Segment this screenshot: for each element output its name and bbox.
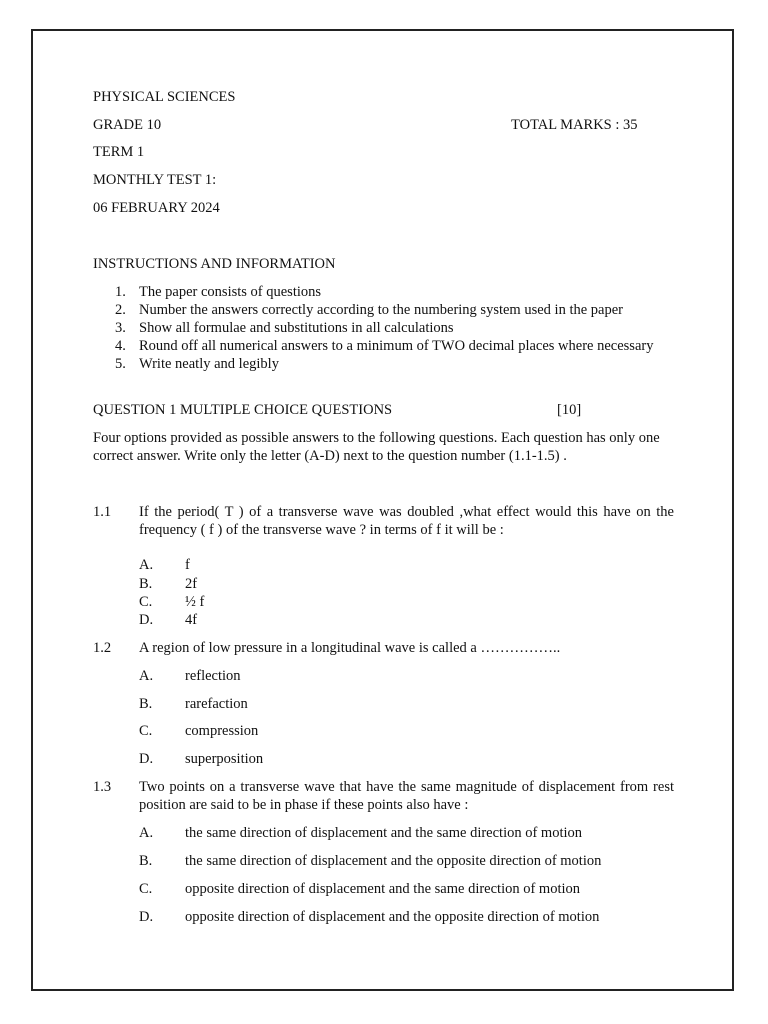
total-marks: TOTAL MARKS : 35 xyxy=(511,117,638,133)
option-text: 2f xyxy=(185,576,198,592)
option-letter: B. xyxy=(139,696,153,712)
instruction-item xyxy=(93,301,674,319)
instruction-number: 4. xyxy=(115,338,126,354)
test-label: MONTHLY TEST 1: xyxy=(93,172,217,188)
option-text: the same direction of displacement and the same direction of motion xyxy=(185,825,583,841)
question-text: If the period( T ) of a transverse wave was doubled ,what effect would this have on the frequency ( f ) of the transverse wave ? in terms of f it will be : xyxy=(139,504,674,538)
option-letter: D. xyxy=(139,751,154,767)
option-text: opposite direction of displacement and the opposite direction of motion xyxy=(185,909,600,925)
instruction-text: Write neatly and legibly xyxy=(139,356,279,372)
option-text: reflection xyxy=(185,668,241,684)
option-text: f xyxy=(185,557,190,573)
option-text: rarefaction xyxy=(185,696,248,712)
option-letter: D. xyxy=(139,612,154,628)
instruction-number: 5. xyxy=(115,356,126,372)
instruction-item xyxy=(93,283,674,301)
instruction-text: Show all formulae and substitutions in all calculations xyxy=(139,320,454,336)
instruction-item xyxy=(93,337,674,355)
subject-title: PHYSICAL SCIENCES xyxy=(93,89,236,105)
question-1-heading: QUESTION 1 MULTIPLE CHOICE QUESTIONS xyxy=(93,402,393,418)
instruction-number: 3. xyxy=(115,320,126,336)
question-number: 1.1 xyxy=(93,504,112,520)
option-letter: A. xyxy=(139,825,154,841)
instructions-heading: INSTRUCTIONS AND INFORMATION xyxy=(93,256,336,272)
instruction-number: 2. xyxy=(115,302,126,318)
instruction-text: Number the answers correctly according to the numbering system used in the paper xyxy=(139,302,623,318)
option-letter: A. xyxy=(139,557,154,573)
option-text: superposition xyxy=(185,751,264,767)
question-number: 1.2 xyxy=(93,640,112,656)
instruction-item xyxy=(93,355,674,373)
instruction-item xyxy=(93,319,674,337)
option-letter: B. xyxy=(139,576,153,592)
question-text: Two points on a transverse wave that have the same magnitude of displacement from rest position are said to be in phase if these points also have : xyxy=(139,779,674,813)
question-text: A region of low pressure in a longitudinal wave is called a …………….. xyxy=(139,640,561,656)
option-letter: A. xyxy=(139,668,154,684)
option-letter: B. xyxy=(139,853,153,869)
question-1-marks: [10] xyxy=(557,402,582,418)
option-letter: C. xyxy=(139,594,153,610)
instruction-text: Round off all numerical answers to a minimum of TWO decimal places where necessary xyxy=(139,338,654,354)
option-text: compression xyxy=(185,723,259,739)
option-letter: C. xyxy=(139,723,153,739)
option-text: 4f xyxy=(185,612,198,628)
question-1-intro: Four options provided as possible answers to the following questions. Each question has only one correct answer. Write only the letter (A-D) next to the question number (1.1-1.5) . xyxy=(93,430,660,464)
question-number: 1.3 xyxy=(93,779,112,795)
grade-label: GRADE 10 xyxy=(93,117,162,133)
instructions-list xyxy=(93,283,674,373)
option-text: the same direction of displacement and the opposite direction of motion xyxy=(185,853,602,869)
instruction-text: The paper consists of questions xyxy=(139,284,322,300)
option-text: ½ f xyxy=(185,594,205,610)
option-text: opposite direction of displacement and the same direction of motion xyxy=(185,881,581,897)
option-letter: D. xyxy=(139,909,154,925)
option-letter: C. xyxy=(139,881,153,897)
test-date: 06 FEBRUARY 2024 xyxy=(93,200,220,216)
instruction-number: 1. xyxy=(115,284,126,300)
term-label: TERM 1 xyxy=(93,144,145,160)
